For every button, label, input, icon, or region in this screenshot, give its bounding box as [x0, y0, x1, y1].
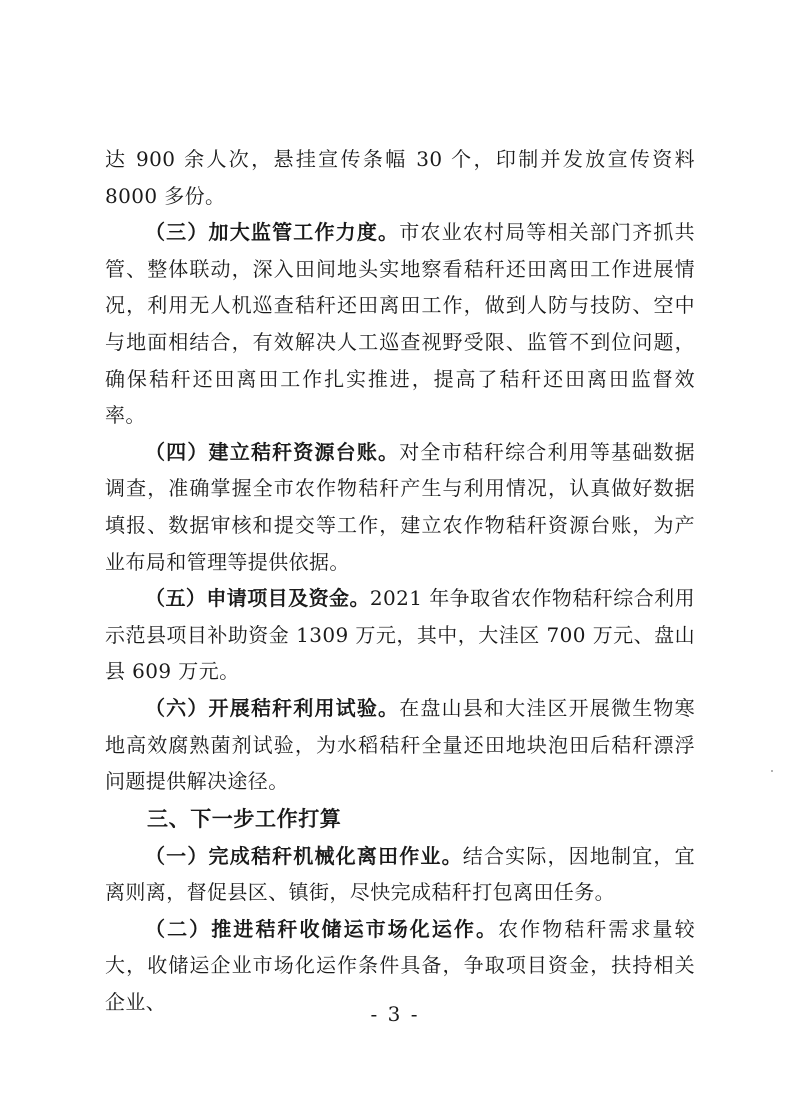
paragraph-continuation	[105, 141, 695, 214]
paragraph-text: 结合实际，因地制宜，宜离则离，督促县区、镇街，尽快完成秸秆打包离田任务。	[105, 843, 696, 905]
page-number: - 3 -	[370, 1002, 420, 1026]
scan-speck	[771, 770, 773, 772]
paragraph-supervision	[105, 214, 695, 434]
paragraph-text: 对全市秸秆综合利用等基础数据调查，准确掌握全市农作物秸秆产生与利用情况，认真做好数据填报、数据审核和提交等工作，建立农作物秸秆资源台账，为产业布局和管理等提供依据。	[105, 439, 695, 574]
paragraph-project-funds	[105, 580, 695, 690]
paragraph-text: 市农业农村局等相关部门齐抓共管、整体联动，深入田间地头实地察看秸秆还田离田工作进展情况，利用无人机巡查秸秆还田离田工作，做到人防与技防、空中与地面相结合，有效解决人工巡查视野受限、监管不到位问题，确保秸秆还田离田工作扎实推进，提高了秸秆还田离田监督效率。	[105, 220, 695, 428]
paragraph-lead: （六）开展秸秆利用试验。	[145, 695, 400, 720]
paragraph-lead: （一）完成秸秆机械化离田作业。	[145, 843, 463, 868]
paragraph-text: 2021 年争取省农作物秸秆综合利用示范县项目补助资金 1309 万元，其中，大洼区 700 万元、盘山县 609 万元。	[105, 586, 695, 684]
paragraph-lead: （三）加大监管工作力度。	[145, 220, 400, 245]
paragraph-utilization-trial	[105, 690, 695, 800]
paragraph-resource-ledger	[105, 434, 695, 580]
paragraph-mechanized-removal	[105, 838, 695, 911]
paragraph-text: 农作物秸秆需求量较大，收储运企业市场化运作条件具备，争取项目资金，扶持相关企业、	[105, 916, 695, 1015]
document-body	[105, 141, 695, 1021]
paragraph-text: 达 900 余人次，悬挂宣传条幅 30 个，印制并发放宣传资料 8000 多份。	[105, 147, 695, 208]
paragraph-lead: （二）推进秸秆收储运市场化运作。	[145, 916, 499, 941]
section-heading: 三、下一步工作打算	[147, 806, 342, 831]
paragraph-lead: （四）建立秸秆资源台账。	[145, 439, 400, 464]
paragraph-lead: （五）申请项目及资金。	[145, 586, 370, 611]
paragraph-text: 在盘山县和大洼区开展微生物寒地高效腐熟菌剂试验，为水稻秸秆全量还田地块泡田后秸秆漂浮问题提供解决途径。	[105, 695, 695, 794]
